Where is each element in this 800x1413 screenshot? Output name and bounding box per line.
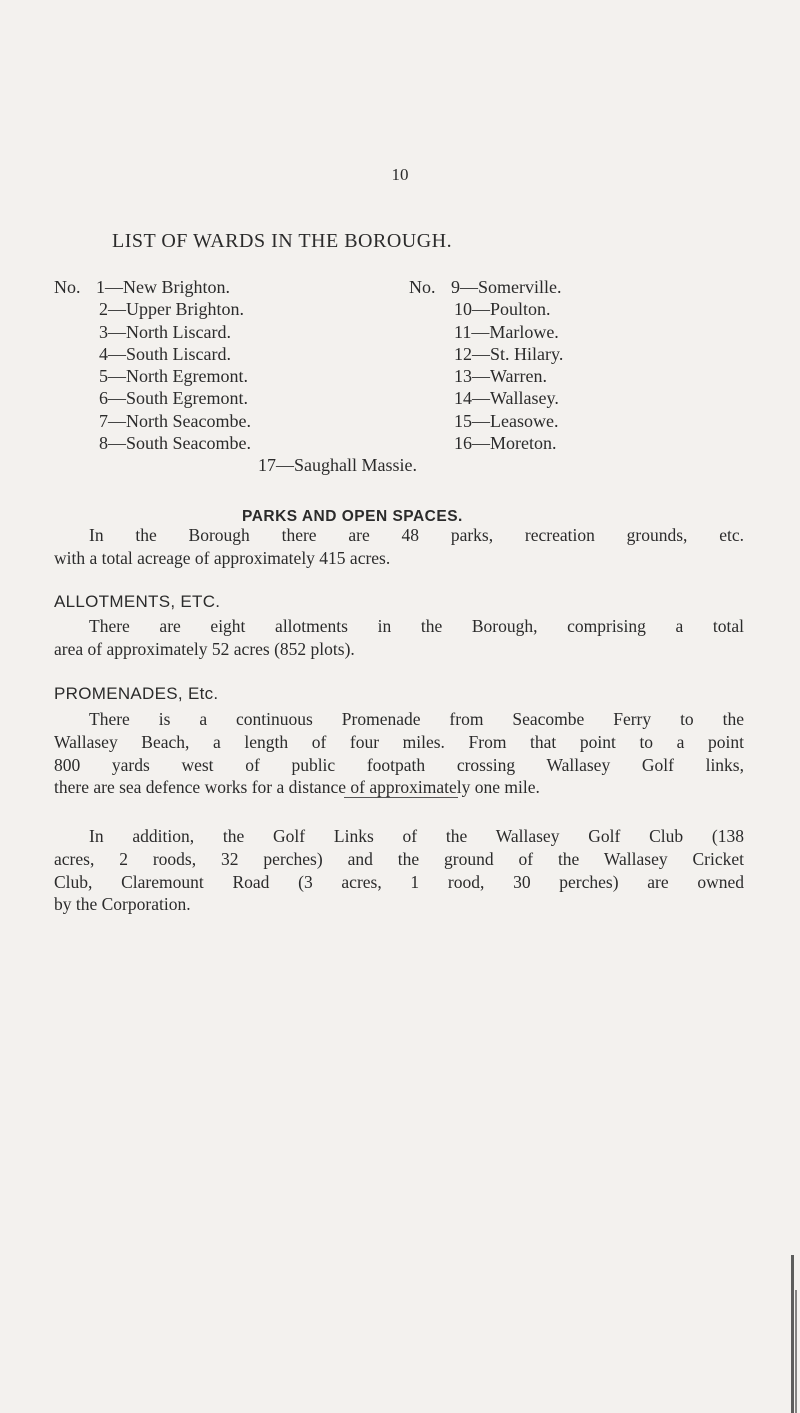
ward-item-last: 17—Saughall Massie. [258, 455, 417, 475]
ward-item: No. 9—Somerville. [409, 277, 562, 297]
ward-item: 2—Upper Brighton. [99, 299, 244, 320]
ward-item: 14—Wallasey. [454, 388, 559, 409]
paragraph-line: In the Borough there are 48 parks, recreation grounds, etc. [89, 525, 744, 545]
ward-list-right [409, 276, 563, 454]
ward-item: 4—South Liscard. [99, 343, 231, 364]
scan-edge-mark [791, 1255, 794, 1413]
ward-prefix: No. [54, 277, 81, 297]
ward-item: 10—Poulton. [454, 299, 551, 320]
promenades-paragraph [54, 708, 744, 799]
ward-item: 6—South Egremont. [99, 388, 248, 409]
paragraph-line: Club, Claremount Road (3 acres, 1 rood, 30 perches) are owned [54, 871, 744, 892]
paragraph-line: There is a continuous Promenade from Seacombe Ferry to the [89, 709, 744, 729]
ward-item: 13—Warren. [454, 366, 548, 387]
addition-paragraph [54, 825, 744, 916]
ward-item: 15—Leasowe. [454, 410, 559, 431]
ward-prefix: No. [409, 277, 436, 297]
allotments-paragraph [54, 615, 744, 661]
paragraph-line: there are sea defence works for a distance of approximately one mile. [54, 777, 540, 798]
paragraph-line: Wallasey Beach, a length of four miles. From that point to a point [54, 731, 744, 752]
ward-item: 16—Moreton. [454, 433, 557, 454]
allotments-heading: ALLOTMENTS, ETC. [54, 592, 221, 611]
ward-item: 8—South Seacombe. [99, 433, 251, 454]
parks-heading: PARKS AND OPEN SPACES. [242, 508, 463, 525]
paragraph-line: There are eight allotments in the Borough, comprising a total [89, 616, 744, 636]
ward-item: 3—North Liscard. [99, 321, 231, 342]
parks-paragraph [54, 524, 744, 570]
ward-item: 5—North Egremont. [99, 366, 248, 387]
page-number: 10 [391, 165, 409, 184]
ward-item: 12—St. Hilary. [454, 343, 564, 364]
paragraph-line: 800 yards west of public footpath crossing Wallasey Golf links, [54, 754, 744, 775]
paragraph-line: by the Corporation. [54, 894, 191, 915]
paragraph-line: acres, 2 roods, 32 perches) and the ground of the Wallasey Cricket [54, 848, 744, 869]
ward-item: No. 1—New Brighton. [54, 277, 230, 297]
ward-item: 11—Marlowe. [454, 321, 559, 342]
section-divider [344, 797, 458, 798]
ward-item: 7—North Seacombe. [99, 410, 251, 431]
ward-list-left [54, 276, 251, 454]
paragraph-line: In addition, the Golf Links of the Wallasey Golf Club (138 [89, 826, 744, 846]
paragraph-line: area of approximately 52 acres (852 plots). [54, 638, 355, 659]
paragraph-line: with a total acreage of approximately 415 acres. [54, 547, 391, 568]
page-title: LIST OF WARDS IN THE BOROUGH. [112, 230, 453, 252]
scan-edge-mark [795, 1290, 797, 1413]
promenades-heading: PROMENADES, Etc. [54, 684, 219, 703]
